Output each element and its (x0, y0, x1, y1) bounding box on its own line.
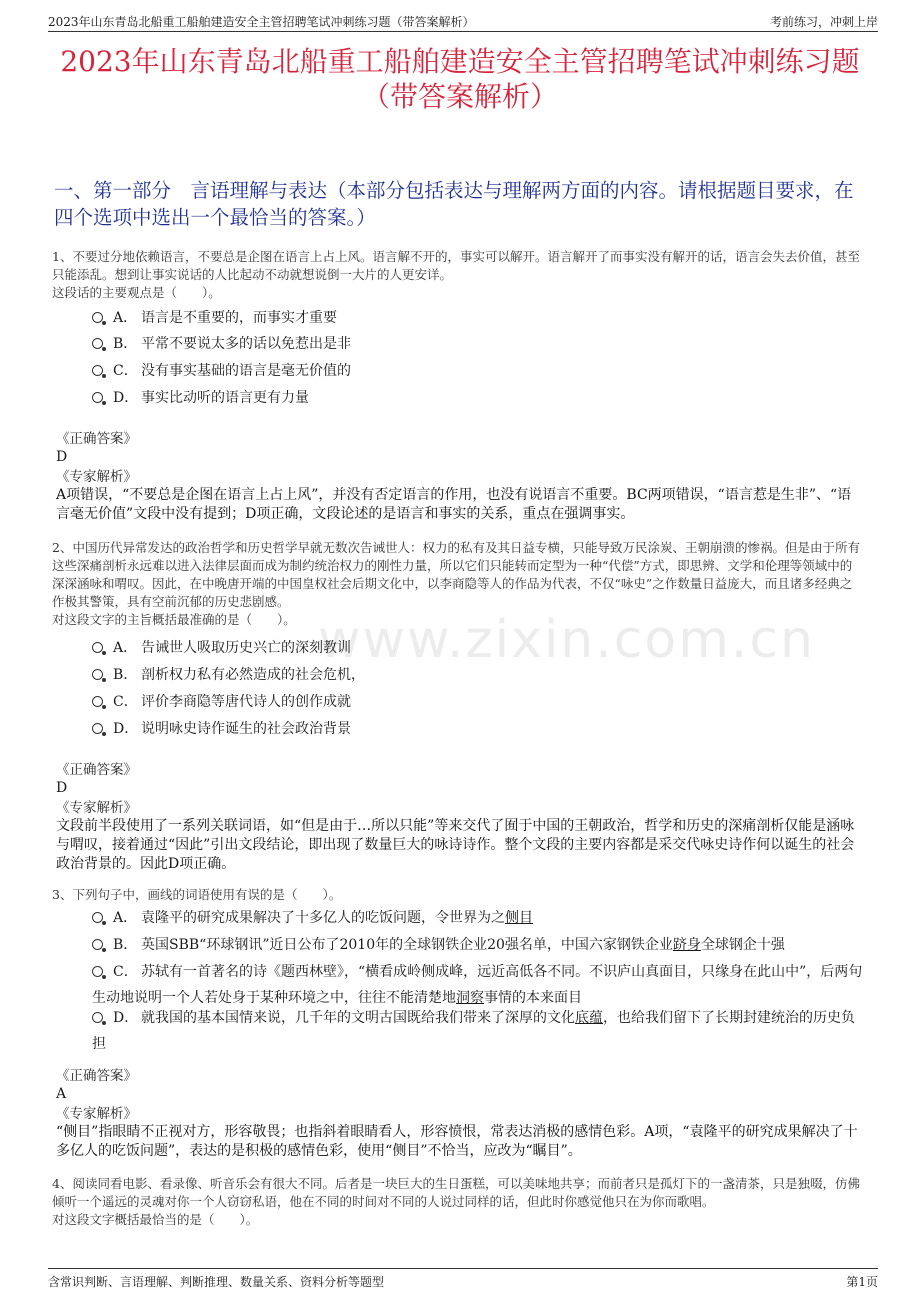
underlined-word: 洞察 (456, 990, 484, 1006)
option-text: 剖析权力私有必然造成的社会危机， (141, 667, 365, 683)
question-prompt: 对这段文字概括最恰当的是（ ）。 (52, 1212, 259, 1227)
option-key: A． (113, 310, 138, 326)
option-key: C． (113, 363, 138, 379)
option-key: B． (113, 667, 138, 683)
question-prompt: 对这段文字的主旨概括最准确的是（ ）。 (52, 612, 296, 627)
question-4-stem (52, 1175, 860, 1229)
option-text: 说明咏史诗作诞生的社会政治背景 (141, 721, 351, 737)
q3-analysis-label: 《专家解析》 (56, 1106, 137, 1122)
radio-icon[interactable] (92, 392, 103, 403)
q3-answer: A (56, 1086, 67, 1102)
q2-option-c[interactable] (92, 689, 860, 715)
option-text: 事实比动听的语言更有力量 (141, 390, 309, 406)
radio-icon[interactable] (92, 939, 103, 950)
option-text: 就我国的基本国情来说，几千年的文明古国既给我们带来了深厚的文化 (141, 1010, 575, 1026)
section-heading: 一、第一部分 言语理解与表达（本部分包括表达与理解两方面的内容。请根据题目要求，在四个选项中选出一个最恰当的答案。） (54, 179, 854, 229)
radio-icon[interactable] (92, 338, 103, 349)
radio-icon[interactable] (92, 1012, 103, 1023)
q1-option-b[interactable] (92, 331, 860, 357)
radio-icon[interactable] (92, 696, 103, 707)
option-text: 评价李商隐等唐代诗人的创作成就 (141, 694, 351, 710)
option-key: D． (113, 721, 139, 737)
header-doc-title: 2023年山东青岛北船重工船舶建造安全主管招聘笔试冲刺练习题（带答案解析） (48, 15, 475, 29)
q1-option-a[interactable] (92, 305, 860, 331)
q3-option-a[interactable] (92, 905, 860, 931)
option-text-tail: ，也给我们留下了长期封建统治的历史负担 (92, 1010, 855, 1052)
option-text: 袁隆平的研究成果解决了十多亿人的吃饭问题，令世界为之 (141, 910, 505, 926)
watermark: www.zixin.com.cn (318, 610, 815, 670)
underlined-word: 跻身 (672, 937, 701, 953)
q2-answer: D (56, 780, 68, 796)
option-text: 英国SBB“环球钢讯”近日公布了2010年的全球钢铁企业20强名单，中国六家钢铁企业 (141, 937, 673, 953)
q1-analysis: A项错误，“不要总是企图在语言上占上风”，并没有否定语言的作用，也没有说语言不重要。BC两项错误，“语言惹是生非”、“语言毫无价值”文段中没有提到；D项正确，文段论述的是语言和事实的关系，重点在强调事实。 (56, 487, 852, 522)
page-number: 第1页 (846, 1275, 878, 1289)
question-1-stem (52, 248, 860, 302)
option-key: D． (113, 390, 139, 406)
option-key: A． (113, 640, 138, 656)
q2-option-d[interactable] (92, 716, 860, 742)
q2-option-a[interactable] (92, 635, 860, 661)
q2-analysis-label: 《专家解析》 (56, 800, 137, 816)
radio-icon[interactable] (92, 365, 103, 376)
page-footer (48, 1268, 878, 1289)
radio-icon[interactable] (92, 912, 103, 923)
question-2-stem (52, 539, 860, 629)
question-3-stem: 3、下列句子中，画线的词语使用有误的是（ ）。 (52, 887, 342, 902)
q3-answer-label: 《正确答案》 (56, 1068, 137, 1084)
document-title: 2023年山东青岛北船重工船舶建造安全主管招聘笔试冲刺练习题（带答案解析） (60, 45, 860, 113)
q2-answer-label: 《正确答案》 (56, 762, 137, 778)
option-key: C． (113, 694, 138, 710)
q2-analysis: 文段前半段使用了一系列关联词语，如“但是由于…所以只能”等来交代了囿于中国的王朝政治，哲学和历史的深痛剖析仅能是涵咏与喟叹，接着通过“因此”引出文段结论，即出现了数量巨大的咏诗诗作。整个文段的主要内容都是采交代咏史诗作何以诞生的社会政治背景的。因此D项正确。 (56, 818, 855, 872)
underlined-word: 侧目 (505, 910, 533, 926)
option-key: A． (113, 910, 138, 926)
q1-option-c[interactable] (92, 358, 860, 384)
header-slogan: 考前练习，冲刺上岸 (769, 15, 878, 29)
radio-icon[interactable] (92, 723, 103, 734)
option-text: 没有事实基础的语言是毫无价值的 (141, 363, 351, 379)
question-prompt: 这段话的主要观点是（ ）。 (52, 285, 221, 300)
question-stem-text: 2、中国历代异常发达的政治哲学和历史哲学早就无数次告诫世人：权力的私有及其日益专横，只能导致万民涂炭、王朝崩溃的惨祸。但是由于所有这些深痛剖析永远难以进入法律层面而成为制约统治权力的刚性力量，所以它们只能转而定型为一种“代偿”方式，即思辨、文学和伦理等领域中的深深涵咏和喟叹。因此，在中晚唐开端的中国皇权社会后期文化中，以李商隐等人的作品为代表，不仅“咏史”之作数量日益庞大，而且诸多经典之作极其警策，具有空前沉郁的历史悲剧感。 (52, 540, 860, 609)
option-key: B． (113, 937, 138, 953)
option-key: C． (113, 964, 138, 980)
question-stem-text: 4、阅读同看电影、看录像、听音乐会有很大不同。后者是一块巨大的生日蛋糕，可以美味地共享；而前者只是孤灯下的一盏清茶，只是独啜，仿佛倾听一个遥远的灵魂对你一个人窃窃私语，他在不同的时间对不同的人说过同样的话，但此时你感觉他只在为你而歌唱。 (52, 1176, 860, 1209)
option-text: 苏轼有一首著名的诗《题西林壁》，“横看成岭侧成峰，远近高低各不同。不识庐山真面目，只缘身在此山中”，后两句生动地说明一个人若处身于某种环境之中，往往不能清楚地 (92, 964, 863, 1006)
radio-icon[interactable] (92, 642, 103, 653)
radio-icon[interactable] (92, 966, 103, 977)
footer-note: 含常识判断、言语理解、判断推理、数量关系、资料分析等题型 (48, 1275, 385, 1289)
question-stem-text: 1、不要过分地依赖语言，不要总是企图在语言上占上风。语言解不开的，事实可以解开。语言解开了而事实没有解开的话，语言会失去价值，甚至只能添乱。想到让事实说话的人比起动不动就想说倒一大片的人更安详。 (52, 249, 860, 282)
q3-option-b[interactable] (92, 932, 860, 958)
q3-analysis: “侧目”指眼睛不正视对方，形容敬畏；也指斜着眼睛看人，形容愤恨，常表达消极的感情色彩。A项，“袁隆平的研究成果解决了十多亿人的吃饭问题”，表达的是积极的感情色彩，使用“侧目”不恰当，应改为“瞩目”。 (56, 1124, 858, 1159)
q1-answer-label: 《正确答案》 (56, 431, 137, 447)
q1-option-d[interactable] (92, 385, 860, 411)
underlined-word: 底蕴 (575, 1010, 603, 1026)
option-key: D． (113, 1010, 139, 1026)
q3-option-c[interactable] (92, 959, 868, 1011)
q1-analysis-label: 《专家解析》 (56, 469, 137, 485)
option-text: 语言是不重要的，而事实才重要 (141, 310, 337, 326)
radio-icon[interactable] (92, 669, 103, 680)
radio-icon[interactable] (92, 312, 103, 323)
page-header (48, 11, 878, 32)
q2-option-b[interactable] (92, 662, 860, 688)
option-text: 告诫世人吸取历史兴亡的深刻教训 (141, 640, 351, 656)
q1-answer: D (56, 449, 68, 465)
q3-option-d[interactable] (92, 1005, 868, 1057)
option-text-tail: 事情的本来面目 (484, 990, 582, 1006)
option-key: B． (113, 336, 138, 352)
option-text-tail: 全球钢企十强 (700, 937, 785, 953)
option-text: 平常不要说太多的话以免惹出是非 (141, 336, 351, 352)
